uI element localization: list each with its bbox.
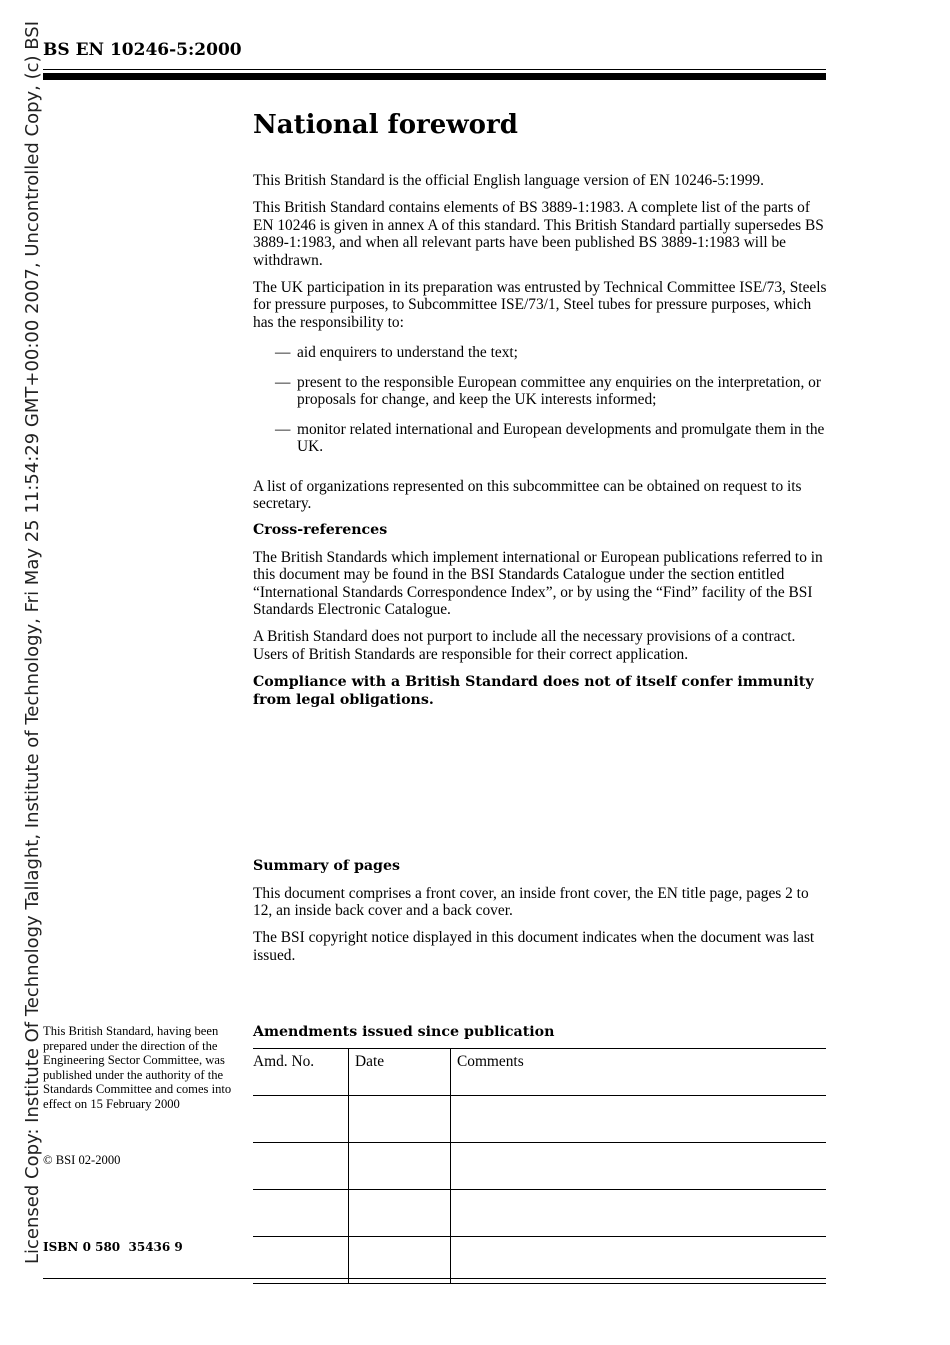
column-header-amd-no: Amd. No. [253,1049,349,1096]
paragraph: This British Standard contains elements of BS 3889-1:1983. A complete list of the parts of EN 10246 is given in annex A of this standard. This British Standard partially supersedes BS 3889-1:1983, and when all relevant parts have been published BS 3889-1:1983 will be withdrawn. [253,199,824,269]
column-header-comments: Comments [451,1049,827,1096]
dash-bullet: — [275,373,291,391]
section-heading-cross-references: Cross-references [253,522,388,538]
paragraph: The UK participation in its preparation was entrusted by Technical Committee ISE/73, Steels for pressure purposes, to Subcommittee ISE/73/1, Steel tubes for pressure purposes, which has the responsibility to: [253,278,827,331]
table-header-row [253,1049,826,1096]
section-heading-summary: Summary of pages [253,858,400,874]
responsibility-list [253,344,828,456]
isbn-number: ISBN 0 580 35436 9 [43,1240,183,1254]
table-row [253,1190,826,1237]
paragraph: A list of organizations represented on this subcommittee can be obtained on request to its secretary. [253,477,802,512]
paragraph: A British Standard does not purport to include all the necessary provisions of a contract. Users of British Standards are responsible for their correct application. [253,628,796,663]
paragraph: This British Standard is the official English language version of EN 10246-5:1999. [253,172,764,189]
foreword-body [253,106,828,718]
copyright-notice: © BSI 02-2000 [43,1153,121,1167]
dash-bullet: — [275,420,291,438]
page-title: National foreword [253,110,518,140]
header-rule-thin [43,69,826,70]
publication-note: This British Standard, having been prepared under the direction of the Engineering Sector Committee, was published under the authority of the Standards Committee and comes into effect on 15 February 2000 [43,1024,232,1111]
amendments-heading: Amendments issued since publication [253,1024,555,1040]
footer-rule [43,1278,826,1279]
table-row [253,1237,826,1284]
table-row [253,1143,826,1190]
compliance-statement: Compliance with a British Standard does not of itself confer immunity from legal obligations. [253,673,814,708]
dash-bullet: — [275,344,291,361]
list-item: — present to the responsible European committee any enquiries on the interpretation, or proposals for change, and keep the UK interests informed; [275,373,821,408]
summary-of-pages [253,858,828,974]
paragraph: This document comprises a front cover, an inside front cover, the EN title page, pages 2 to 12, an inside back cover and a back cover. [253,884,809,919]
list-item: — aid enquirers to understand the text; [275,344,518,361]
header-rule-thick [43,73,826,80]
document-code: BS EN 10246-5:2000 [43,40,242,60]
list-item: — monitor related international and European developments and promulgate them in the UK. [275,420,825,455]
paragraph: The BSI copyright notice displayed in this document indicates when the document was last issued. [253,929,815,964]
license-watermark: Licensed Copy: Institute Of Technology Tallaght, Institute of Technology, Fri May 25 11:54:29 GMT+00:00 2007, Uncontrolled Copy, (c) BSI [22,20,43,1264]
table-row [253,1096,826,1143]
paragraph: The British Standards which implement international or European publications referred to in this document may be found in the BSI Standards Catalogue under the section entitled “International Standards Correspondence Index”, or by using the “Find” facility of the BSI Standards Electronic Catalogue. [253,548,823,618]
column-header-date: Date [349,1049,451,1096]
amendments-table [253,1048,826,1284]
